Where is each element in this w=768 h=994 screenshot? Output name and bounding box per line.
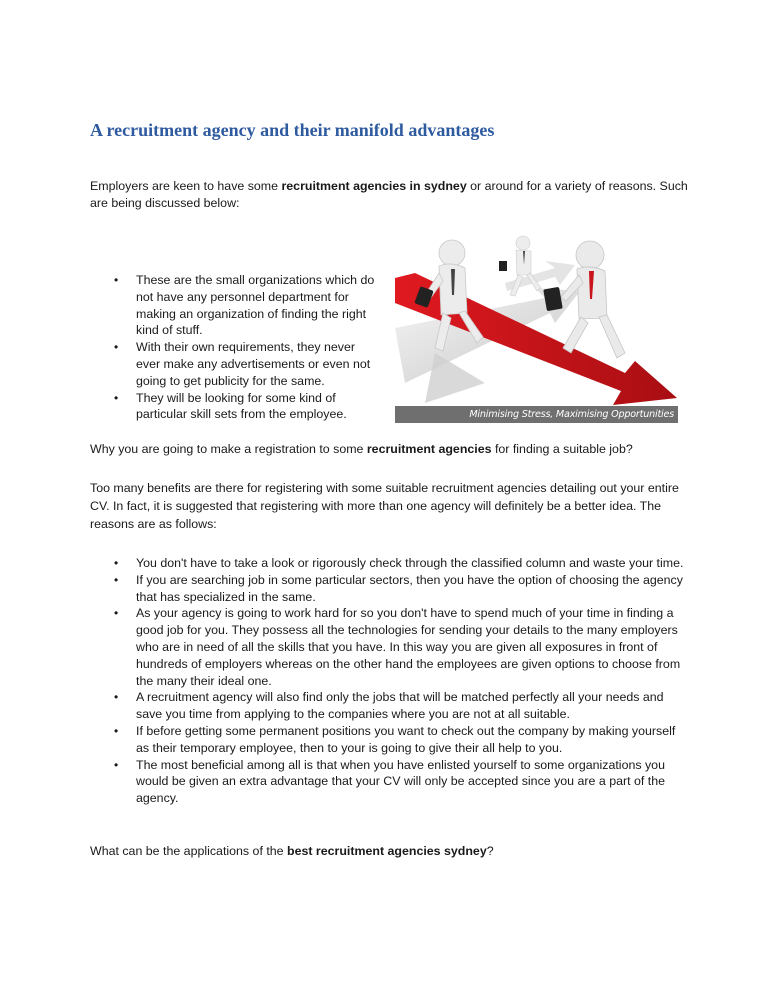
list-item: • If you are searching job in some particular sectors, then you have the option of choosing the agency that has specialized in the same. bbox=[108, 572, 688, 606]
list-item: • As your agency is going to work hard for so you don't have to spend much of your time in finding a good job for you. They possess all the technologies for sending your details to the many employers who are in need of all the skills that you have. In this way you are given all exposures in front of hundreds of employers whereas on the other hand the employees are given options to choose from the many their ideal one. bbox=[108, 605, 688, 689]
question-one-keyword: recruitment agencies bbox=[366, 442, 492, 456]
question-two bbox=[90, 843, 690, 860]
intro-text-end: or around for a variety of reasons. Such are being discussed below: bbox=[90, 179, 688, 210]
list-item: • These are the small organizations which do not have any personnel department for making an organization of finding the right kind of stuff. bbox=[108, 272, 378, 339]
benefits-paragraph: Too many benefits are there for registering with some suitable recruitment agencies detailing out your entire CV. In fact, it is suggested that registering with more than one agency will definitely be a better idea. The reasons are as follows: bbox=[90, 481, 679, 531]
question-one bbox=[90, 441, 690, 458]
list-item: • The most beneficial among all is that when you have enlisted yourself to some organizations you would be given an extra advantage that your CV will only be accepted since you are a part of the agency. bbox=[108, 757, 688, 807]
page-title: A recruitment agency and their manifold advantages bbox=[90, 120, 495, 140]
list-item: • If before getting some permanent positions you want to check out the company by making yourself as their temporary employee, then to your is going to give their all help to you. bbox=[108, 723, 688, 757]
intro-text-start: Employers are keen to have some bbox=[90, 179, 282, 193]
list-item: • You don't have to take a look or rigorously check through the classified column and waste your time. bbox=[108, 555, 688, 572]
intro-paragraph bbox=[90, 178, 690, 212]
list-item: • They will be looking for some kind of particular skill sets from the employee. bbox=[108, 390, 378, 424]
list-item: • A recruitment agency will also find only the jobs that will be matched perfectly all your needs and save you time from applying to the companies where you are not at all suitable. bbox=[108, 689, 688, 723]
question-one-start: Why you are going to make a registration to some bbox=[90, 442, 367, 456]
list-item: • With their own requirements, they never ever make any advertisements or even not going to get publicity for the same. bbox=[108, 339, 378, 389]
intro-keyword-link: recruitment agencies in sydney bbox=[281, 179, 467, 193]
question-two-end: ? bbox=[486, 844, 494, 858]
question-one-end: for finding a suitable job? bbox=[491, 442, 633, 456]
running-figures-graphic bbox=[395, 233, 678, 423]
illustration-caption: Minimising Stress, Maximising Opportunities bbox=[395, 406, 678, 423]
question-two-keyword: best recruitment agencies sydney bbox=[287, 844, 487, 858]
reasons-list bbox=[108, 272, 378, 423]
benefits-list bbox=[108, 555, 688, 807]
recruitment-illustration bbox=[395, 233, 678, 423]
question-two-start: What can be the applications of the bbox=[90, 844, 287, 858]
